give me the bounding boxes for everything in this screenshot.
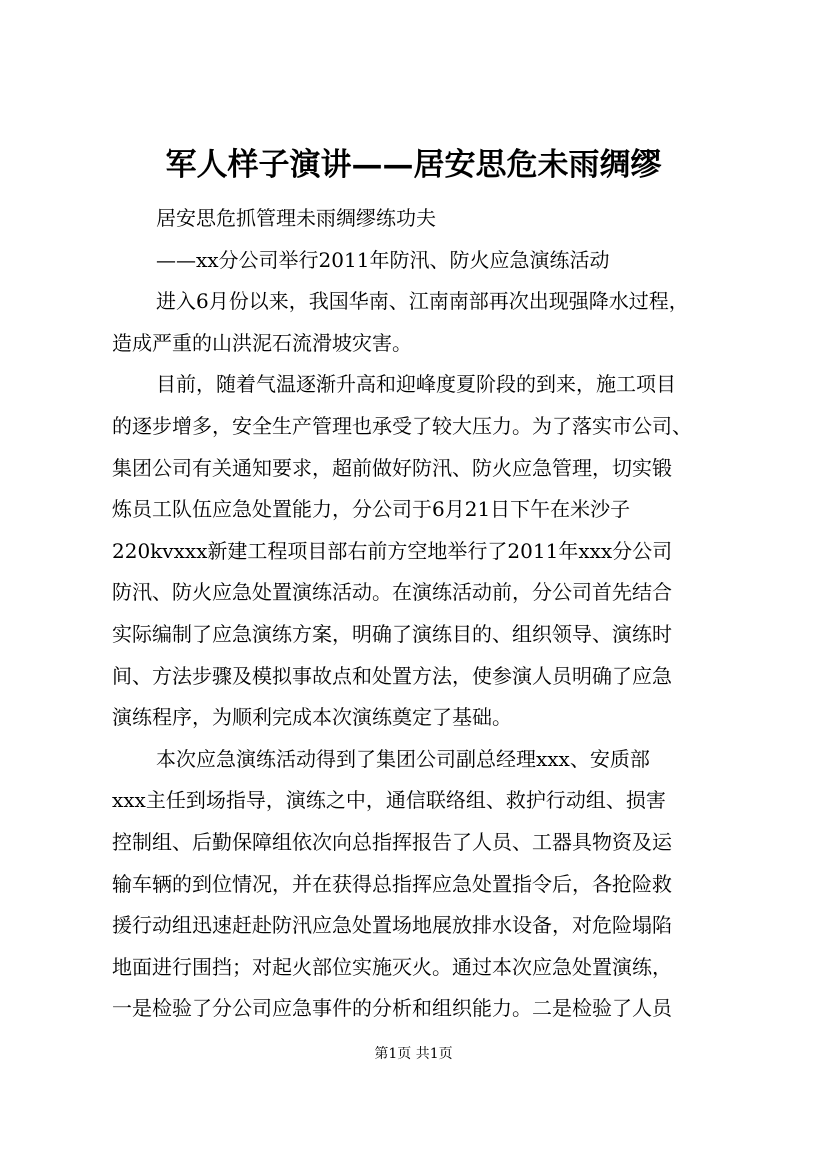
body-line: 220kvxxx新建工程项目部右前方空地举行了2011年xxx分公司 [112,538,673,563]
body-line: 援行动组迅速赶赴防汛应急处置场地展放排水设备，对危险塌陷 [112,913,672,938]
body-line: 的逐步增多，安全生产管理也承受了较大压力。为了落实市公司、 [112,413,692,438]
page-number-footer: 第1页 共1页 [374,1046,453,1062]
body-line: 集团公司有关通知要求，超前做好防汛、防火应急管理，切实锻 [112,455,672,480]
body-line: ——xx分公司举行2011年防汛、防火应急演练活动 [156,247,610,272]
body-line: 目前，随着气温逐渐升高和迎峰度夏阶段的到来，施工项目 [156,372,676,397]
document-body [112,198,727,1030]
body-line: 防汛、防火应急处置演练活动。在演练活动前，分公司首先结合 [112,580,672,605]
body-line: xxx主任到场指导，演练之中，通信联络组、救护行动组、损害 [112,788,666,813]
body-line: 演练程序，为顺利完成本次演练奠定了基础。 [112,705,512,730]
body-line: 实际编制了应急演练方案，明确了演练目的、组织领导、演练时 [112,621,672,646]
body-line: 一是检验了分公司应急事件的分析和组织能力。二是检验了人员 [112,996,672,1021]
document-title: 军人样子演讲——居安思危未雨绸缪 [165,147,662,183]
body-line: 控制组、后勤保障组依次向总指挥报告了人员、工器具物资及运 [112,829,672,854]
body-line: 炼员工队伍应急处置能力，分公司于6月21日下午在米沙子 [112,497,631,522]
body-line: 间、方法步骤及模拟事故点和处置方法，使参演人员明确了应急 [112,663,672,688]
body-line: 进入6月份以来，我国华南、江南南部再次出现强降水过程， [156,289,689,314]
body-line: 地面进行围挡；对起火部位实施灭火。通过本次应急处置演练， [112,954,672,979]
body-line: 本次应急演练活动得到了集团公司副总经理xxx、安质部 [156,746,650,771]
body-line: 居安思危抓管理未雨绸缪练功夫 [156,206,436,230]
body-line: 输车辆的到位情况，并在获得总指挥应急处置指令后，各抢险救 [112,871,672,896]
body-line: 造成严重的山洪泥石流滑坡灾害。 [112,330,412,355]
